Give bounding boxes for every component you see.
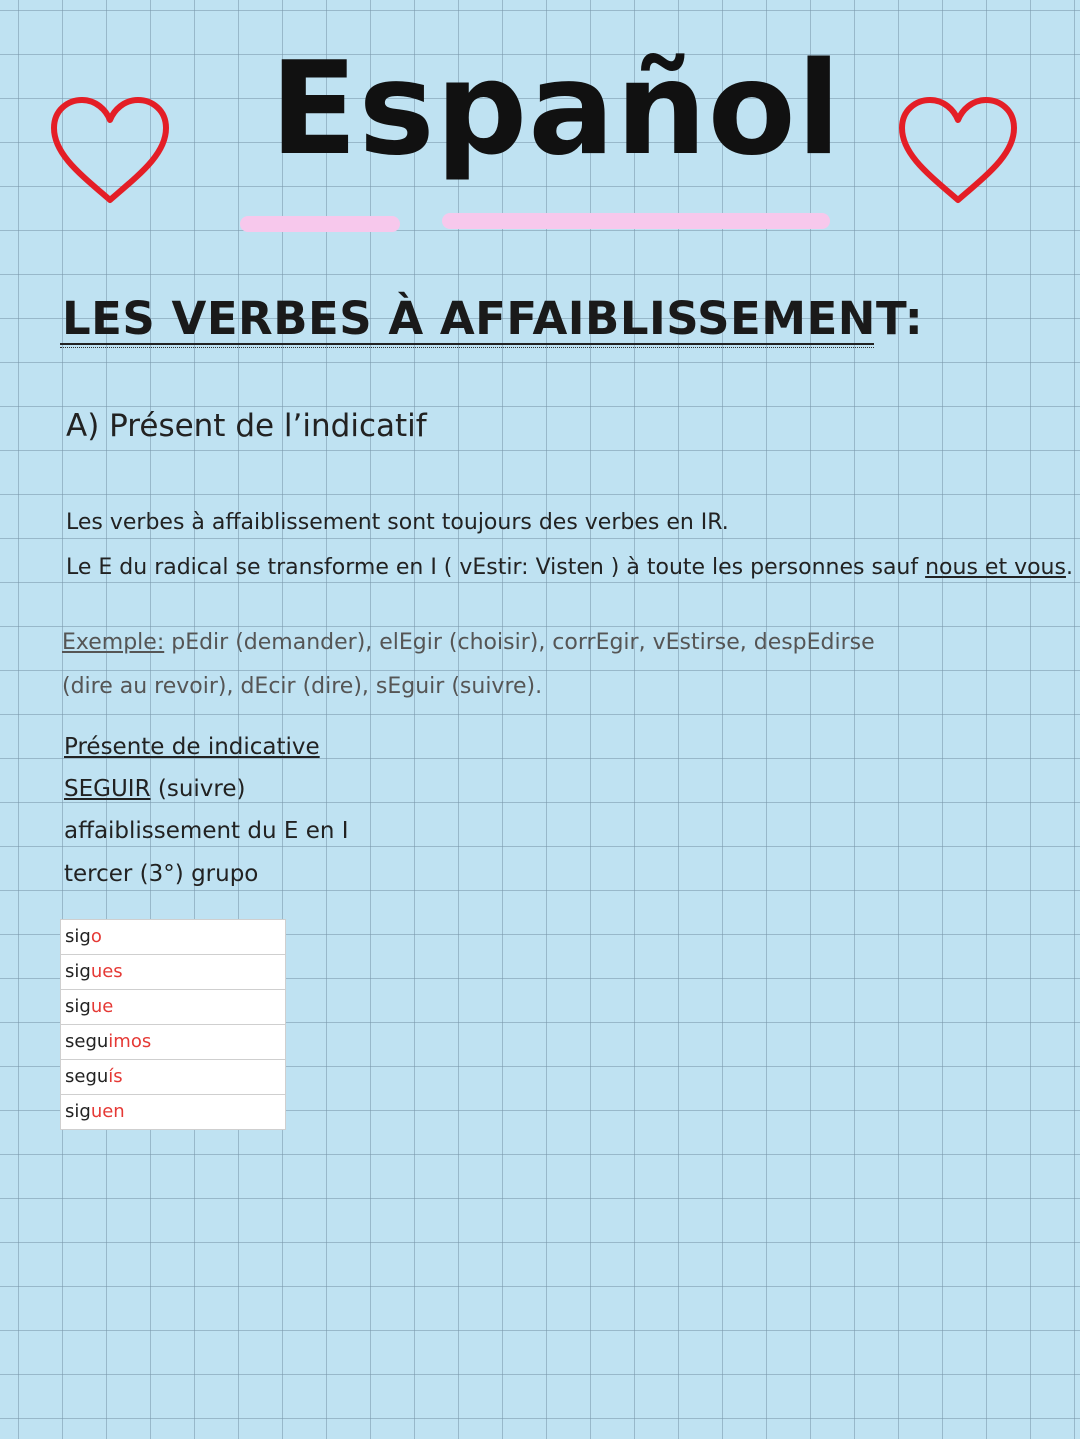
example-text: pEdir (demander), elEgir (choisir), corrEgir, vEstirse, despEdirse xyxy=(164,630,875,655)
notes-line: tercer (3°) grupo xyxy=(64,861,259,887)
conjugation-cell: sigue xyxy=(61,990,286,1025)
verb-infinitive: SEGUIR xyxy=(64,776,151,802)
table-row xyxy=(61,955,286,990)
example-line xyxy=(62,630,875,655)
paragraph-line xyxy=(66,555,1073,580)
paragraph-line: Les verbes à affaiblissement sont toujours des verbes en IR. xyxy=(66,510,729,535)
subsection-title: A) Présent de l’indicatif xyxy=(66,408,427,444)
verb-meaning: (suivre) xyxy=(150,776,246,802)
title-underline-bar xyxy=(442,213,830,229)
example-line: (dire au revoir), dEcir (dire), sEguir (suivre). xyxy=(62,674,543,699)
heart-outline-icon xyxy=(50,96,170,206)
table-row xyxy=(61,920,286,955)
page-title: Español xyxy=(270,35,842,184)
notes-title: Présente de indicative xyxy=(64,734,320,760)
table-row xyxy=(61,1095,286,1130)
section-heading: LES VERBES À AFFAIBLISSEMENT: xyxy=(62,292,924,345)
notes-verb xyxy=(64,776,245,802)
table-row xyxy=(61,990,286,1025)
table-row xyxy=(61,1060,286,1095)
heart-outline-icon xyxy=(898,96,1018,206)
conjugation-table xyxy=(60,919,286,1130)
table-row xyxy=(61,1025,286,1060)
heading-underline xyxy=(60,343,874,345)
conjugation-cell: sigo xyxy=(61,920,286,955)
conjugation-cell: siguen xyxy=(61,1095,286,1130)
paragraph-text: . xyxy=(1065,555,1073,580)
conjugation-cell: seguís xyxy=(61,1060,286,1095)
notes-line: affaiblissement du E en I xyxy=(64,818,349,844)
conjugation-cell: seguimos xyxy=(61,1025,286,1060)
conjugation-cell: sigues xyxy=(61,955,286,990)
paragraph-text: Le E du radical se transforme en I ( vEstir: Visten ) à toute les personnes sauf xyxy=(66,555,926,580)
title-underline-bar xyxy=(240,216,400,232)
heading-underline-dotted xyxy=(60,347,874,348)
example-label: Exemple: xyxy=(62,630,165,655)
underlined-text: nous et vous xyxy=(925,555,1066,580)
